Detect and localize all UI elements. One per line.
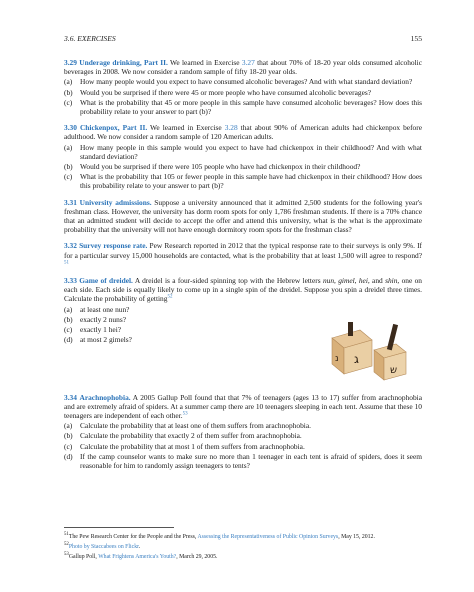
sub-question: [64, 325, 304, 334]
footnote-text: , May 15, 2012.: [338, 533, 375, 540]
exercise-text: We learned in Exercise: [167, 58, 242, 67]
footnote-marker[interactable]: 53: [182, 411, 188, 417]
sub-label: (a): [64, 421, 73, 431]
dreidel-photo: [314, 310, 422, 386]
sub-question: [64, 442, 422, 451]
sub-text: How many people in this sample would you expect to have had chickenpox in their childhood? And with what standard deviation?: [80, 142, 422, 161]
sub-question: [64, 305, 304, 314]
exercise-text: Suppose a university announced that it admitted 2,500 students for the following year's freshman class. However, the university has dorm room spots for only 1,786 freshman students. If there is a 70% chance that an admitted student will decide to accept the offer and attend this university, what is the what is the approximate probability that the university will not have enough dormitory room spots for the freshman class?: [64, 197, 422, 235]
footnote-list: [64, 531, 422, 561]
footnote-51: [64, 531, 422, 541]
exercise-title: Survey response rate.: [79, 241, 148, 251]
sub-label: (a): [64, 77, 73, 87]
sub-text: What is the probability that 105 or fewer people in this sample have had chickenpox in their childhood? How does this probability relate to your answer to part (b)?: [80, 172, 422, 191]
exercise-text: A dreidel is a four-sided spinning top with the Hebrew letters: [132, 276, 323, 286]
exercise-list: [64, 58, 422, 477]
sub-text: Calculate the probability that exactly 2 of them suffer from arachnophobia.: [80, 431, 302, 441]
footnote-link[interactable]: What Frightens America's Youth?: [98, 553, 177, 560]
sub-question: [64, 162, 422, 171]
sub-question: [64, 172, 422, 190]
punctuation: , and: [367, 276, 386, 286]
footnote-52: [64, 541, 422, 551]
footnote-marker[interactable]: 51: [64, 260, 69, 266]
exercise-ref-link[interactable]: 3.28: [224, 123, 238, 133]
exercise-prompt: [64, 241, 422, 269]
running-header: [64, 34, 422, 43]
sub-label: (c): [64, 97, 73, 107]
sub-label: (c): [64, 172, 73, 182]
sub-question: [64, 335, 304, 344]
sub-text: If the camp counselor wants to make sure no more than 1 teenager in each tent is afraid of spiders, does it seem reasonable for him to randomly assign teenagers to tents?: [80, 451, 422, 471]
exercise-3-29: [64, 58, 422, 116]
exercise-3-30: [64, 123, 422, 190]
sub-question: [64, 452, 422, 470]
footnote-text: , March 29, 2005.: [176, 553, 218, 560]
footnote-number: 51: [64, 532, 69, 537]
sub-text: What is the probability that 45 or more people in this sample have consumed alcoholic beverages? How does this probability relate to your answer to part (b)?: [80, 97, 422, 117]
exercise-number: 3.34: [64, 392, 77, 402]
sub-text: exactly 1 hei?: [80, 325, 122, 335]
exercise-text: A 2005 Gallup Poll found that that 7% of teenagers (ages 13 to 17) suffer from arachnophobia and are extremely afraid of spiders. At a summer camp there are 10 teenagers sleeping in each tent. Assume that these 10 teenagers are independent of each other.: [64, 392, 422, 421]
exercise-3-32: [64, 241, 422, 269]
exercise-prompt: [64, 198, 422, 235]
footnote-link[interactable]: Photo by Staccabees on Flickr: [68, 543, 139, 550]
sub-question: [64, 88, 422, 97]
exercise-ref-link[interactable]: 3.27: [241, 58, 255, 67]
exercise-prompt: [64, 276, 422, 304]
section-title: 3.6. EXERCISES: [64, 34, 116, 43]
exercise-number: 3.31: [64, 197, 77, 207]
footnote-text: The Pew Research Center for the People and the Press,: [68, 533, 198, 540]
sub-label: (a): [64, 142, 73, 152]
exercise-3-31: [64, 198, 422, 235]
sub-label: (b): [64, 431, 73, 441]
svg-text:נ: נ: [335, 353, 339, 364]
exercise-prompt: [64, 58, 422, 76]
svg-text:ש: ש: [390, 364, 398, 376]
hebrew-letter: nun: [322, 276, 335, 286]
exercise-prompt: [64, 393, 422, 421]
exercise-prompt: [64, 123, 422, 141]
sub-text: at most 2 gimels?: [80, 335, 132, 345]
punctuation: ,: [334, 276, 339, 286]
punctuation: ,: [354, 276, 359, 286]
sub-label: (a): [64, 304, 73, 314]
footnote-marker[interactable]: 52: [167, 295, 173, 300]
svg-text:ג: ג: [354, 351, 359, 366]
sub-question: [64, 98, 422, 116]
footnote-number: 53: [64, 551, 69, 557]
exercise-3-34: [64, 393, 422, 471]
exercise-text: We learned in Exercise: [147, 123, 225, 133]
sub-text: How many people would you expect to have consumed alcoholic beverages? And with what standard deviation?: [80, 77, 413, 87]
sub-label: (b): [64, 87, 73, 97]
sub-text: Calculate the probability that at least one of them suffers from arachnophobia.: [80, 421, 311, 431]
sub-question: [64, 431, 422, 440]
dreidel-questions-row: [64, 304, 422, 386]
sub-question: [64, 421, 422, 430]
hebrew-letter: shin: [385, 276, 398, 286]
hebrew-letter: hei: [358, 276, 368, 286]
footnote-text: .: [138, 543, 141, 550]
exercise-number: 3.29: [64, 58, 77, 67]
footnote-text: Gallup Poll,: [68, 553, 99, 560]
exercise-3-33: [64, 276, 422, 386]
sub-label: (d): [64, 451, 73, 461]
exercise-number: 3.33: [64, 276, 77, 286]
sub-text: Calculate the probability that at most 1 of them suffers from arachnophobia.: [80, 441, 305, 451]
sub-question: [64, 315, 304, 324]
sub-text: Would you be surprised if there were 105 people who have had chickenpox in their childhood?: [80, 162, 361, 172]
sub-label: (b): [64, 314, 73, 324]
page-number: 155: [410, 34, 422, 43]
exercise-title: University admissions.: [79, 197, 152, 207]
exercise-text: that about 90% of American adults had chickenpox before adulthood. We now consider a random sample of 120 American adults.: [64, 123, 422, 142]
sub-label: (d): [64, 335, 73, 345]
exercise-text: that about 70% of 18-20 year olds consumed alcoholic beverages in 2008. We now consider a random sample of fifty 18-20 year olds.: [64, 58, 422, 77]
footnotes: [64, 527, 375, 561]
exercise-text: Pew Research reported in 2012 that the typical response rate to their surveys is only 9%. If for a particular survey 15,000 households are contacted, what is the probability that at least 1,500 will agree to respond?: [64, 241, 423, 260]
exercise-number: 3.32: [64, 241, 77, 251]
exercise-number: 3.30: [64, 123, 77, 133]
sub-question: [64, 143, 422, 161]
exercise-title: Game of dreidel.: [79, 276, 133, 286]
footnote-link[interactable]: Assessing the Representativeness of Public Opinion Surveys: [197, 533, 339, 540]
sub-text: at least one nun?: [80, 304, 130, 314]
sub-label: (c): [64, 441, 73, 451]
hebrew-letter: gimel: [338, 276, 355, 286]
sub-text: exactly 2 nuns?: [80, 314, 126, 324]
footnote-53: [64, 551, 422, 561]
sub-question: [64, 77, 422, 86]
sub-label: (b): [64, 162, 73, 172]
exercise-title: Underage drinking, Part II.: [79, 58, 168, 67]
sub-text: Would you be surprised if there were 45 or more people who have consumed alcoholic beverages?: [80, 87, 372, 97]
dreidel-questions: [64, 304, 304, 386]
exercise-text: , one on each side. Each side is equally likely to come up in a single spin of the dreidel. Suppose you spin a dreidel three times. Calculate the probability of getting: [64, 276, 422, 304]
footnote-number: 52: [64, 541, 69, 547]
sub-label: (c): [64, 325, 73, 335]
exercise-title: Arachnophobia.: [79, 392, 131, 402]
exercise-title: Chickenpox, Part II.: [79, 123, 148, 133]
